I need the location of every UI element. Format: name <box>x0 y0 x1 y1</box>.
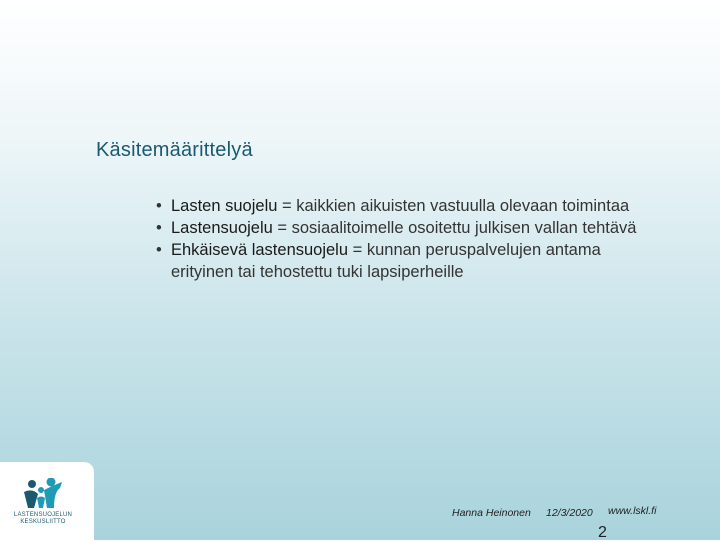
footer-author: Hanna Heinonen <box>452 507 531 519</box>
list-item <box>156 217 656 239</box>
bullet-term: Lasten suojelu <box>171 197 278 215</box>
footer-url[interactable]: www.lskl.fi <box>608 505 657 517</box>
bullet-symbol: • <box>156 241 162 259</box>
page-number: 2 <box>598 524 607 541</box>
bullet-term: Lastensuojelu <box>171 219 273 237</box>
bullet-term: Ehkäisevä lastensuojelu <box>171 241 349 259</box>
bullet-list <box>156 195 656 283</box>
bullet-symbol: • <box>156 197 162 215</box>
logo-text-line2: KESKUSLIITTO <box>20 519 66 525</box>
bullet-definition: = sosiaalitoimelle osoitettu julkisen vallan tehtävä <box>272 219 637 237</box>
logo-text <box>12 512 74 526</box>
bullet-definition: = kunnan peruspalvelujen antama erityinen tai tehostettu tuki lapsiperheille <box>171 241 601 281</box>
footer-date: 12/3/2020 <box>546 507 593 519</box>
list-item <box>156 239 656 283</box>
logo-text-line1: LASTENSUOJELUN <box>13 512 73 518</box>
bullet-definition: = kaikkien aikuisten vastuulla olevaan toimintaa <box>277 197 630 215</box>
list-item <box>156 195 656 217</box>
bullet-symbol: • <box>156 219 162 237</box>
family-figures-logo-icon <box>20 478 66 510</box>
slide-title: Käsitemäärittelyä <box>96 139 253 161</box>
